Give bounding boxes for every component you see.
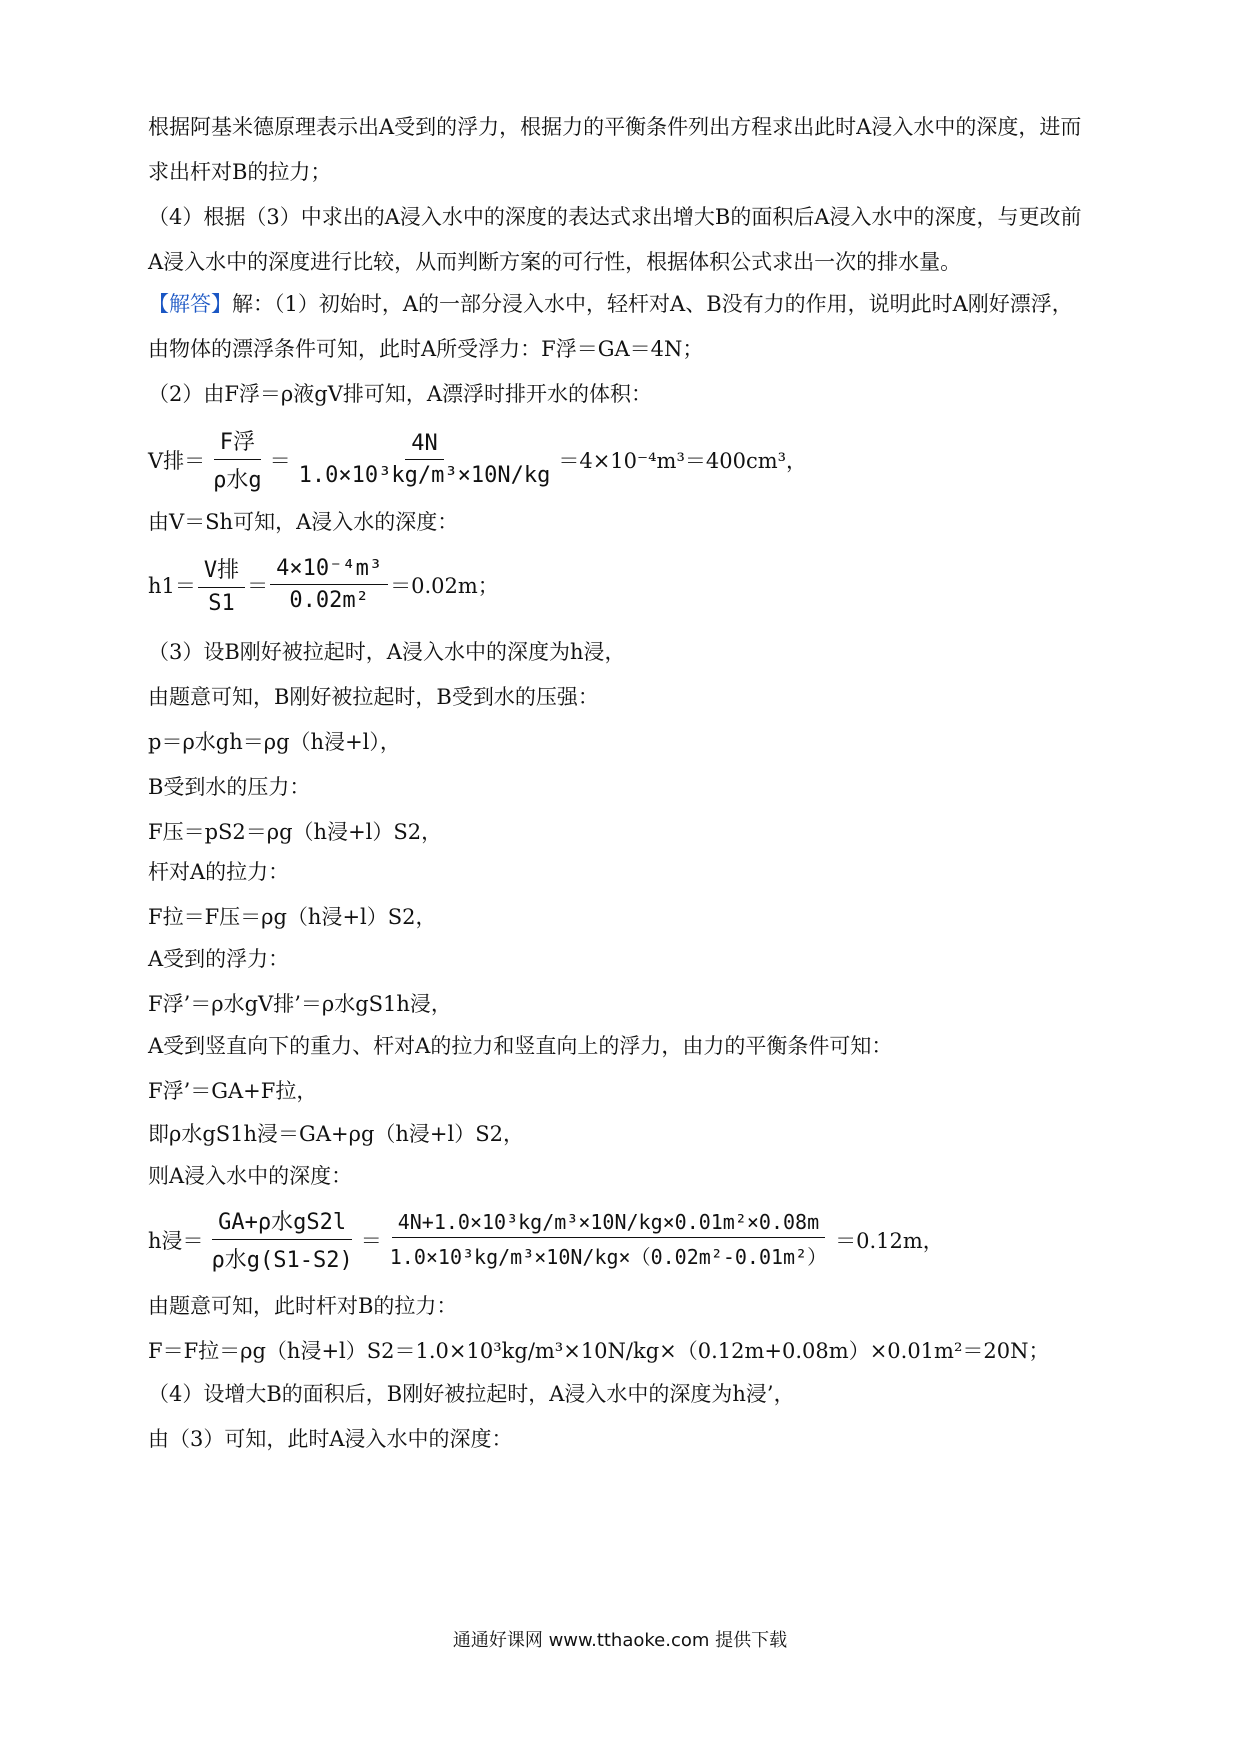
eq2-f2-numerator: 4×10⁻⁴m³ xyxy=(270,556,388,585)
eq3-lhs: h浸＝ xyxy=(148,1228,204,1253)
eq1-equals: ＝ xyxy=(269,448,291,473)
text-line-17: F拉＝F压＝ρg（h浸+l）S2， xyxy=(148,905,437,929)
eq1-lhs: V排＝ xyxy=(148,448,206,473)
text-line-27: （4）设增大B的面积后，B刚好被拉起时，A浸入水中的深度为h浸’， xyxy=(148,1382,795,1406)
text-line-28: 由（3）可知，此时A浸入水中的深度： xyxy=(148,1427,513,1451)
text-line-18: A受到的浮力： xyxy=(148,947,290,971)
eq2-rhs: ＝0.02m； xyxy=(390,573,499,598)
eq3-rhs: ＝0.12m， xyxy=(835,1228,944,1253)
text-line-13: p＝ρ水gh＝ρg（h浸+l）， xyxy=(148,730,401,754)
eq2-f1-numerator: V排 xyxy=(198,553,245,588)
text-line-16: 杆对A的拉力： xyxy=(148,860,290,884)
text-line-4: A浸入水中的深度进行比较，从而判断方案的可行性，根据体积公式求出一次的排水量。 xyxy=(148,250,962,274)
eq2-fraction-1 xyxy=(198,553,245,616)
eq2-f1-denominator: S1 xyxy=(208,591,235,616)
text-line-7: （2）由F浮＝ρ液gV排可知，A漂浮时排开水的体积： xyxy=(148,382,653,406)
eq1-rhs: ＝4×10⁻⁴m³＝400cm³， xyxy=(558,448,808,473)
equation-immersion-depth xyxy=(148,1205,944,1274)
equation-depth xyxy=(148,553,499,616)
eq1-f2-numerator: 4N xyxy=(405,431,444,460)
text-line-25: 由题意可知，此时杆对B的拉力： xyxy=(148,1294,458,1318)
eq3-f2-numerator: 4N+1.0×10³kg/m³×10N/kg×0.01m²×0.08m xyxy=(392,1210,825,1238)
eq1-f1-numerator: F浮 xyxy=(214,425,261,460)
eq3-f2-denominator: 1.0×10³kg/m³×10N/kg×（0.02m²-0.01m²） xyxy=(389,1244,828,1269)
text-line-9: 由V＝Sh可知，A浸入水的深度： xyxy=(148,510,459,534)
eq2-lhs: h1＝ xyxy=(148,573,196,598)
text-line-15: F压＝pS2＝ρg（h浸+l）S2， xyxy=(148,820,443,844)
eq1-fraction-2 xyxy=(293,431,557,488)
text-line-11: （3）设B刚好被拉起时，A浸入水中的深度为h浸， xyxy=(148,640,626,664)
eq1-f1-denominator: ρ水g xyxy=(213,468,262,493)
eq3-equals: ＝ xyxy=(360,1228,382,1253)
equation-volume xyxy=(148,425,807,494)
text-line-3: （4）根据（3）中求出的A浸入水中的深度的表达式求出增大B的面积后A浸入水中的深度，与更改前 xyxy=(148,205,1082,229)
eq2-f2-denominator: 0.02m² xyxy=(289,588,369,613)
eq3-fraction-2 xyxy=(384,1210,833,1270)
page-footer: 通通好课网 www.tthaoke.com 提供下载 xyxy=(452,1630,788,1651)
text-line-23: 则A浸入水中的深度： xyxy=(148,1164,353,1188)
eq1-f2-denominator: 1.0×10³kg/m³×10N/kg xyxy=(298,463,551,488)
text-line-21: F浮’＝GA+F拉， xyxy=(148,1079,318,1103)
text-line-6: 由物体的漂浮条件可知，此时A所受浮力：F浮＝GA＝4N； xyxy=(148,337,704,361)
answer-tag: 【解答】 xyxy=(148,292,232,316)
eq2-fraction-2 xyxy=(270,556,388,613)
eq2-equals: ＝ xyxy=(247,573,269,598)
text-line-19: F浮’＝ρ水gV排’＝ρ水gS1h浸， xyxy=(148,992,452,1016)
text-line-14: B受到水的压力： xyxy=(148,775,311,799)
text-line-12: 由题意可知，B刚好被拉起时，B受到水的压强： xyxy=(148,685,599,709)
answer-line-text: 解：（1）初始时，A的一部分浸入水中，轻杆对A、B没有力的作用，说明此时A刚好漂浮， xyxy=(232,292,1073,316)
text-line-20: A受到竖直向下的重力、杆对A的拉力和竖直向上的浮力，由力的平衡条件可知： xyxy=(148,1034,893,1058)
eq3-fraction-1 xyxy=(206,1205,359,1274)
text-line-22: 即ρ水gS1h浸＝GA+ρg（h浸+l）S2， xyxy=(148,1122,524,1146)
eq3-f1-numerator: GA+ρ水gS2l xyxy=(212,1205,352,1240)
eq3-f1-denominator: ρ水g(S1-S2) xyxy=(211,1248,353,1273)
text-line-1: 根据阿基米德原理表示出A受到的浮力，根据力的平衡条件列出方程求出此时A浸入水中的深度，进而 xyxy=(148,115,1082,139)
answer-line xyxy=(148,290,1073,318)
eq1-fraction-1 xyxy=(207,425,268,494)
text-line-26: F＝F拉＝ρg（h浸+l）S2＝1.0×10³kg/m³×10N/kg×（0.12m+0.08m）×0.01m²＝20N； xyxy=(148,1339,1050,1363)
text-line-2: 求出杆对B的拉力； xyxy=(148,160,332,184)
